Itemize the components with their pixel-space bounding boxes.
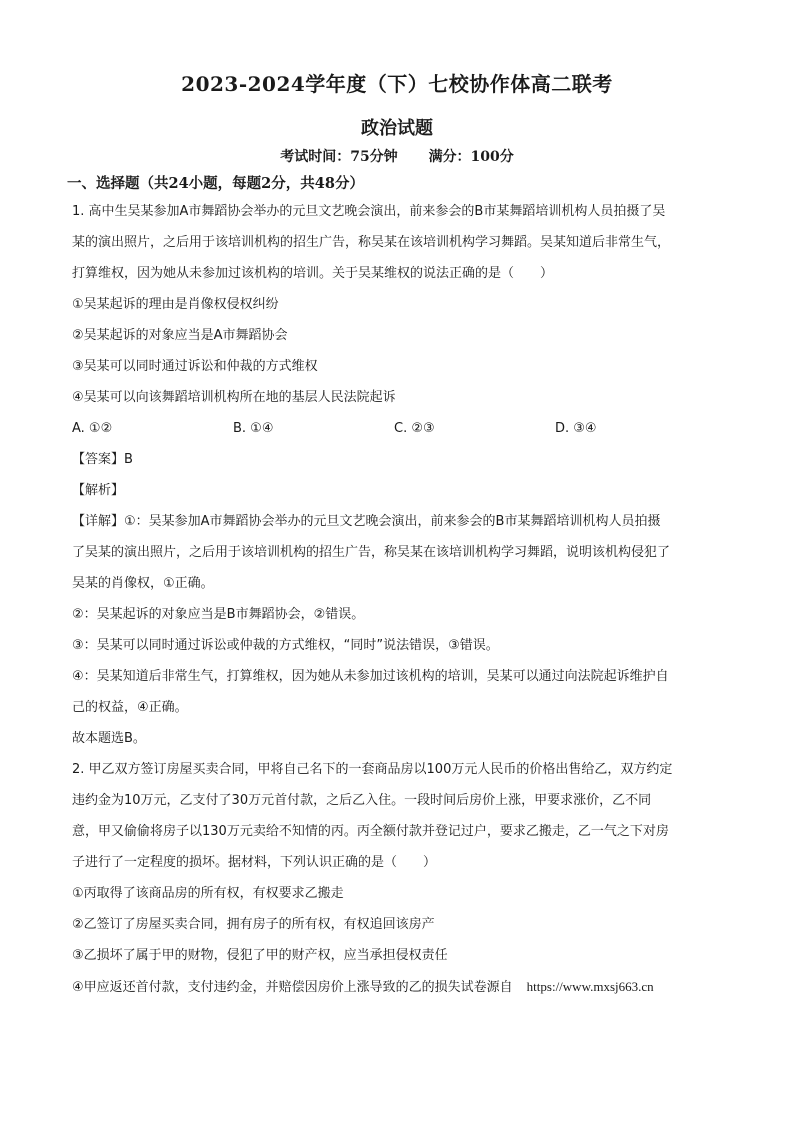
q1-analysis-label: 【解析】 — [72, 483, 125, 498]
q1-statement: ①吴某起诉的理由是肖像权侵权纠纷 — [72, 297, 279, 312]
q1-detail-line: ③：吴某可以同时通过诉讼或仲裁的方式维权，“同时”说法错误，③错误。 — [72, 638, 499, 653]
watermark-url: https://www.mxsj663.cn — [526, 979, 654, 994]
q1-stem-line: 打算维权，因为她从未参加过该机构的培训。关于吴某维权的说法正确的是（ ） — [72, 266, 554, 281]
q1-detail-line: 吴某的肖像权，①正确。 — [72, 576, 214, 591]
q1-options — [72, 413, 732, 444]
q1-detail-line: ④：吴某知道后非常生气，打算维权，因为她从未参加过该机构的培训，吴某可以通过向法院起诉维护自 — [72, 669, 669, 684]
q1-statement: ③吴某可以同时通过诉讼和仲裁的方式维权 — [72, 359, 318, 374]
q2-stem-line: 2. 甲乙双方签订房屋买卖合同，甲将自己名下的一套商品房以100万元人民币的价格出售给乙，双方约定 — [72, 762, 673, 777]
q2-statement: ①丙取得了该商品房的所有权，有权要求乙搬走 — [72, 886, 344, 901]
q1-statement: ④吴某可以向该舞蹈培训机构所在地的基层人民法院起诉 — [72, 390, 396, 405]
watermark-text: 试卷源自 — [460, 980, 513, 995]
q2-statement: ④甲应返还首付款，支付违约金，并赔偿因房价上涨导致的乙的损失 — [72, 980, 461, 995]
exam-score: 满分：100分 — [428, 149, 514, 165]
q1-detail-line: ②：吴某起诉的对象应当是B市舞蹈协会，②错误。 — [72, 607, 365, 622]
q2-statement: ③乙损坏了属于甲的财物，侵犯了甲的财产权，应当承担侵权责任 — [72, 948, 448, 963]
exam-time: 考试时间：75分钟 — [280, 149, 398, 165]
q2-last-line — [72, 971, 732, 1002]
exam-meta — [0, 146, 794, 166]
exam-subtitle: 政治试题 — [361, 118, 433, 139]
q2-statement: ②乙签订了房屋买卖合同，拥有房子的所有权，有权追回该房产 — [72, 917, 435, 932]
q1-stem-line: 1. 高中生吴某参加A市舞蹈协会举办的元旦文艺晚会演出，前来参会的B市某舞蹈培训机构人员拍摄了吴 — [72, 204, 666, 219]
q1-answer: 【答案】B — [72, 452, 133, 467]
q1-option-c: C. ②③ — [394, 421, 435, 436]
q1-detail-line: 了吴某的演出照片，之后用于该培训机构的招生广告，称吴某在该培训机构学习舞蹈，说明该机构侵犯了 — [72, 545, 671, 560]
q2-stem-line: 意，甲又偷偷将房子以130万元卖给不知情的丙。丙全额付款并登记过户，要求乙搬走，乙一气之下对房 — [72, 824, 669, 839]
q2-stem-line: 子进行了一定程度的损坏。据材料，下列认识正确的是（ ） — [72, 855, 437, 870]
q1-statement: ②吴某起诉的对象应当是A市舞蹈协会 — [72, 328, 288, 343]
questions-body — [72, 196, 732, 1002]
q1-detail-line: 故本题选B。 — [72, 731, 146, 746]
q1-option-a: A. ①② — [72, 421, 113, 436]
q1-option-b: B. ①④ — [233, 421, 274, 436]
q2-stem-line: 违约金为10万元，乙支付了30万元首付款，之后乙入住。一段时间后房价上涨，甲要求涨价，乙不同 — [72, 793, 652, 808]
q1-detail-line: 己的权益，④正确。 — [72, 700, 188, 715]
q1-detail-line: 【详解】①：吴某参加A市舞蹈协会举办的元旦文艺晚会演出，前来参会的B市某舞蹈培训机构人员拍摄 — [72, 514, 661, 529]
section-title: 一、选择题（共24小题，每题2分，共48分） — [67, 175, 364, 192]
q1-option-d: D. ③④ — [555, 421, 597, 436]
q1-stem-line: 某的演出照片，之后用于该培训机构的招生广告，称吴某在该培训机构学习舞蹈。吴某知道后非常生气， — [72, 235, 671, 250]
exam-title: 2023-2024学年度（下）七校协作体高二联考 — [181, 72, 613, 96]
